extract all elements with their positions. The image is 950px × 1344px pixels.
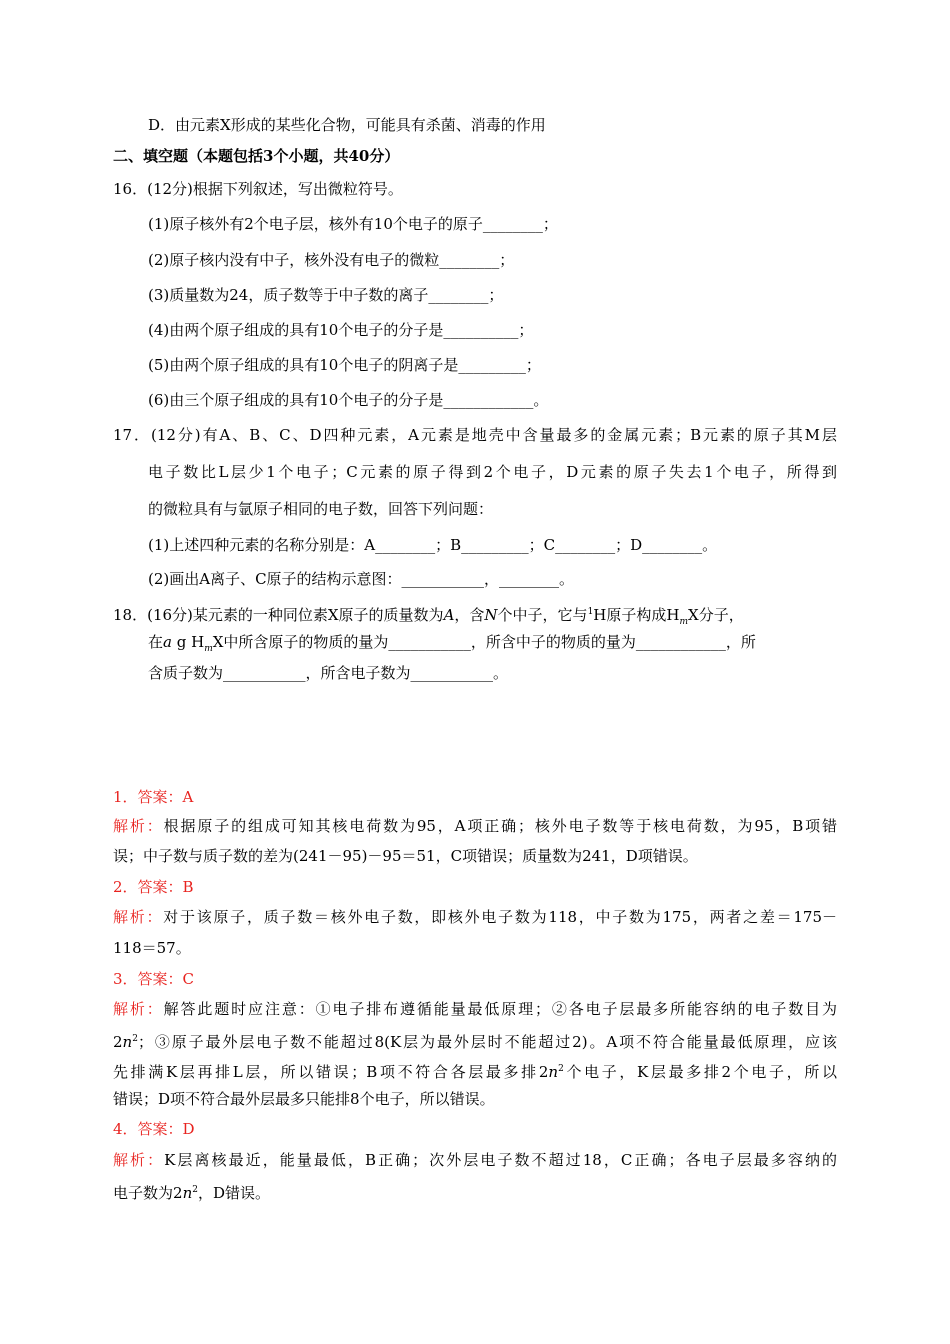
text: 个中子，它与	[497, 606, 588, 624]
q16-item: (2)原子核内没有中子，核外没有电子的微粒________；	[148, 251, 515, 269]
q18-line2	[148, 632, 756, 659]
q16-item: (4)由两个原子组成的具有10个电子的分子是__________；	[148, 321, 534, 339]
text: 2	[538, 1063, 549, 1081]
text: g H	[171, 633, 205, 651]
analysis-1-cont: 误；中子数与质子数的差为(241－95)－95＝51，C项错误；质量数为241，D项错误。	[113, 847, 698, 865]
analysis-2	[113, 907, 837, 927]
answer-3: 3．答案：C	[113, 970, 195, 988]
superscript: 2	[192, 1185, 198, 1195]
var-n: n	[122, 1033, 133, 1051]
q16-stem: 16．(12分)根据下列叙述，写出微粒符号。	[113, 180, 403, 198]
text: 先排满K层再排L层，所以错误；B项不符合各层最多排	[113, 1063, 539, 1081]
analysis-label: 解析：	[113, 908, 164, 926]
analysis-label: 解析：	[113, 1151, 165, 1169]
var-a: a	[163, 633, 172, 651]
q17-line: (1)上述四种元素的名称分别是：A________；B_________；C________；D________。	[148, 536, 718, 554]
analysis-4-cont	[113, 1180, 270, 1203]
text: 18．(16分)某元素的一种同位素X原子的质量数为	[113, 606, 444, 624]
text: 电子数为	[113, 1184, 174, 1202]
analysis-label: 解析：	[113, 817, 164, 835]
text: X分子，	[688, 606, 744, 624]
subscript: m	[204, 644, 213, 654]
analysis-3-cont: 错误；D项不符合最外层最多只能排8个电子，所以错误。	[113, 1090, 495, 1108]
text: ，含	[454, 606, 485, 624]
analysis-3-cont	[113, 1059, 837, 1082]
q16-item: (5)由两个原子组成的具有10个电子的阴离子是_________；	[148, 356, 541, 374]
text: K层离核最近，能量最低，B正确；次外层电子数不超过18，C正确；各电子层最多容纳的	[164, 1151, 837, 1169]
text: ，D错误。	[197, 1184, 270, 1202]
text: X中所含原子的物质的量为___________，所含中子的物质的量为____________，所	[212, 633, 756, 651]
superscript: 2	[132, 1034, 138, 1044]
answer-2: 2．答案：B	[113, 878, 194, 896]
text: 对于该原子，质子数＝核外电子数，即核外电子数为118，中子数为175，两者之差＝175－	[163, 908, 837, 926]
text: 2	[173, 1184, 183, 1202]
superscript: 2	[558, 1064, 564, 1074]
text: 解答此题时应注意：①电子排布遵循能量最低原理；②各电子层最多所能容纳的电子数目为	[163, 1000, 837, 1018]
text: 2	[113, 1033, 123, 1051]
q17-line: 的微粒具有与氩原子相同的电子数，回答下列问题：	[148, 500, 494, 518]
q17-line: (2)画出A离子、C原子的结构示意图：___________，________。	[148, 570, 575, 588]
q18-line3: 含质子数为___________，所含电子数为___________。	[148, 664, 509, 682]
var-n: N	[484, 606, 498, 624]
text: ；③原子最外层电子数不能超过8(K层为最外层时不能超过2)。A项不符合能量最低原理，应该	[137, 1033, 837, 1051]
q16-item: (6)由三个原子组成的具有10个电子的分子是____________。	[148, 391, 549, 409]
option-d: D．由元素X形成的某些化合物，可能具有杀菌、消毒的作用	[148, 116, 546, 134]
text: 根据原子的组成可知其核电荷数为95，A项正确；核外电子数等于核电荷数，为95，B项错	[163, 817, 837, 835]
analysis-3	[113, 999, 837, 1019]
q16-item: (3)质量数为24，质子数等于中子数的离子________；	[148, 286, 504, 304]
q17-line: 17．(12分)有A、B、C、D四种元素，A元素是地壳中含量最多的金属元素；B元素的原子其M层	[113, 426, 837, 444]
text: 在	[148, 633, 164, 651]
var-a: A	[443, 606, 455, 624]
analysis-4	[113, 1150, 837, 1170]
analysis-3-cont	[113, 1029, 837, 1052]
q17-line: 电子数比L层少1个电子；C元素的原子得到2个电子，D元素的原子失去1个电子，所得到	[148, 463, 837, 481]
analysis-2-cont: 118＝57。	[113, 939, 191, 957]
q18-line1	[113, 602, 744, 632]
analysis-1	[113, 816, 837, 836]
section-title: 二、填空题（本题包括3个小题，共40分）	[113, 147, 400, 165]
q16-item: (1)原子核外有2个电子层，核外有10个电子的原子________；	[148, 215, 558, 233]
var-n: n	[182, 1184, 193, 1202]
var-n: n	[548, 1063, 559, 1081]
answer-4: 4．答案：D	[113, 1120, 195, 1138]
superscript: 1	[587, 607, 594, 617]
text: 个电子，K层最多排2个电子，所以	[563, 1063, 837, 1081]
analysis-label: 解析：	[113, 1000, 164, 1018]
answer-1: 1．答案：A	[113, 788, 194, 806]
subscript: m	[679, 617, 689, 627]
text: H原子构成H	[593, 606, 680, 624]
